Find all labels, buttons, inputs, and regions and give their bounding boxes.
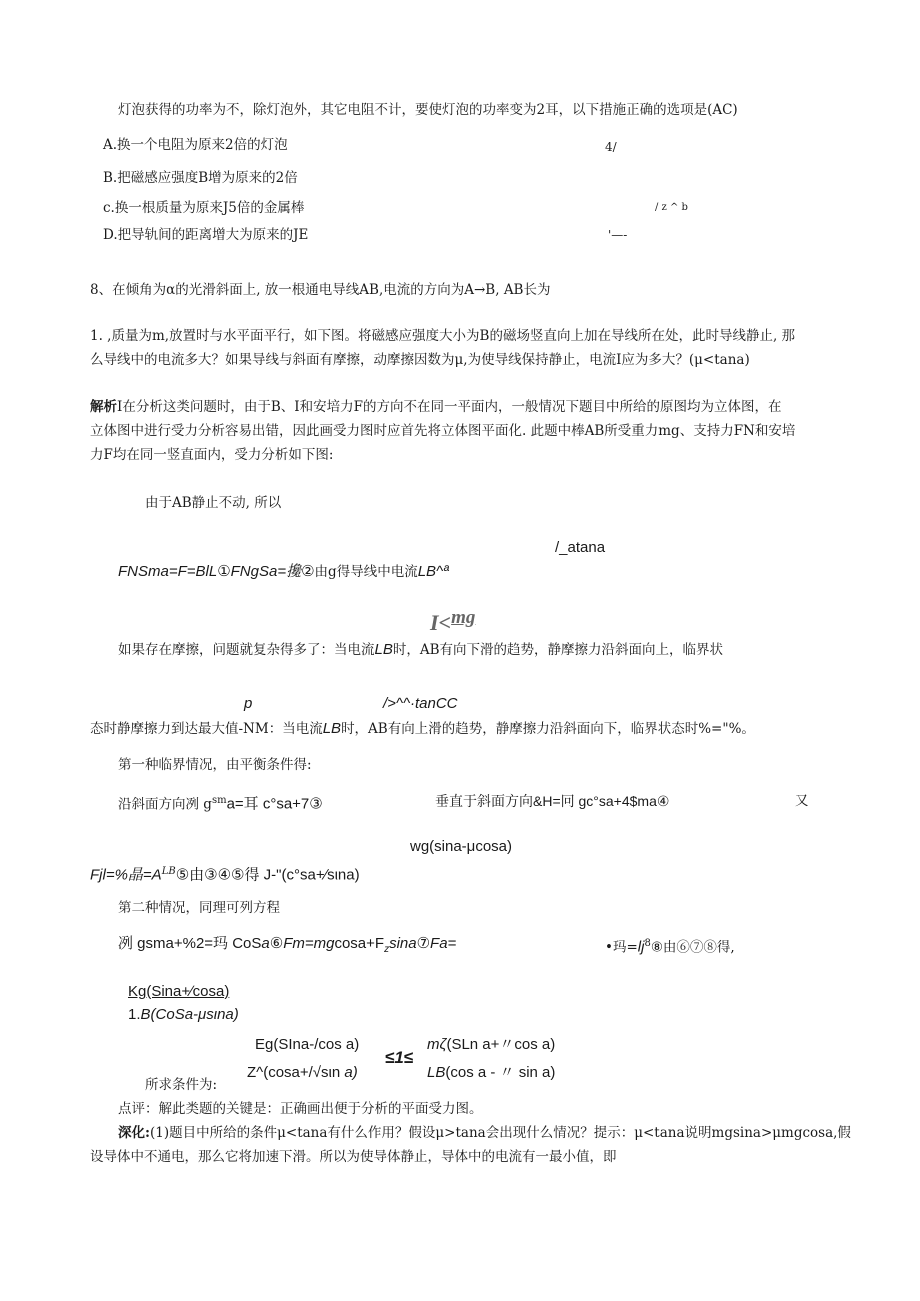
option-c: c.换一根质量为原来J5倍的金属棒 [103, 200, 305, 216]
fraction-left-denominator [247, 1064, 358, 1082]
formula: 冽 gsma+%2=玛 CoS [118, 935, 262, 952]
formula: mζ [427, 1036, 447, 1053]
friction-paragraph [90, 720, 755, 738]
formula: LB^ª [417, 563, 449, 580]
formula-fragment: /_atana [555, 539, 606, 556]
formula: cosa+F [334, 935, 385, 952]
inequality-symbol: ≤1≤ [385, 1048, 414, 1067]
equation-text: ⑧由⑥⑦⑧得, [650, 939, 735, 956]
formula-fragment: />^^·tanCC [383, 695, 458, 712]
inequality-image [430, 607, 476, 635]
analysis-text: I在分析这类问题时，由于B、I和安培力F的方向不在同一平面内，一般情况下题目中所给的原图均为立体图，在 [117, 399, 782, 415]
equation-line [118, 563, 449, 581]
analysis-label: 解析 [90, 399, 117, 415]
equation-line [605, 935, 735, 957]
analysis-line: 立体图中进行受力分析容易出错，因此画受力图时应首先将立体图平面化. 此题中棒AB所受重力mg、支持力FN和安培 [90, 423, 796, 439]
equation-text: 沿斜面方向冽 g [118, 796, 212, 813]
fraction-left-numerator: Eg(SIna-/cos a) [255, 1036, 360, 1053]
formula: LB [322, 720, 342, 737]
question-8-line: 1. ,质量为m,放置时与水平面平行，如下图。将磁感应强度大小为B的磁场竖直向上加在导线所在处，此时导线静止, 那 [90, 328, 796, 344]
formula-numerator: Kg(Sina+∕cosa) [128, 983, 230, 1000]
friction-text: 时，AB有向下滑的趋势，静摩擦力沿斜面向上，临界状 [392, 642, 724, 658]
superscript: sm [211, 795, 227, 806]
formula: Z^(cosa+/√sιn [247, 1064, 345, 1081]
equation-line [118, 935, 456, 959]
formula: sina⑦Fa= [389, 935, 457, 952]
formula: (SLn a+〃cos a) [446, 1036, 556, 1053]
static-condition: 由于AB静止不动, 所以 [145, 495, 282, 511]
option-b: B.把磁感应强度B增为原来的2倍 [103, 170, 298, 186]
formula: Fjl=%晶=A [90, 866, 162, 884]
deepen-label: 深化: [118, 1125, 150, 1141]
equation-text: 由g得导线中电流 [314, 564, 418, 580]
comment-line: 点评：解此类题的关键是：正确画出便于分析的平面受力图。 [118, 1101, 483, 1117]
friction-text: 态时静摩擦力到达最大值-NM：当电流 [90, 721, 323, 737]
deepen-line: 设导体中不通电，那么它将加速下滑。所以为使导体静止，导体中的电流有一最小值，即 [90, 1149, 617, 1165]
equation-perpendicular: 垂直于斜面方向&H=冋 gc°sa+4$ma④ [435, 793, 670, 809]
formula: LB [427, 1064, 446, 1081]
formula: lj [637, 938, 645, 956]
option-a: A.换一个电阻为原来2倍的灯泡 [103, 137, 288, 153]
subscript: z [384, 944, 390, 955]
condition-label: 所求条件为: [145, 1077, 218, 1093]
analysis-paragraph [90, 398, 781, 416]
formula: a⑥Fm=mg [261, 935, 335, 952]
option-d: D.把导轨间的距离增大为原来的JE [103, 227, 309, 243]
deepen-text: (1)题目中所给的条件μ<tana有什么作用？假设μ>tana会出现什么情况？提示：μ<tana说明mgsina>μmgcosa,假 [149, 1125, 851, 1141]
fraction-right-numerator [427, 1036, 555, 1054]
equation-text: 又 [795, 793, 809, 809]
friction-paragraph [118, 641, 723, 659]
formula: B(CoSa-μsιna) [140, 1006, 239, 1023]
formula-denominator [128, 1006, 239, 1024]
formula: LB [374, 641, 393, 658]
formula: FNSma=F=BlL①FNgSa=攙② [118, 563, 315, 580]
margin-mark: 4/ [605, 140, 617, 154]
friction-text: 时，AB有向上滑的趋势，静摩擦力沿斜面向下，临界状态时%="%。 [341, 721, 755, 737]
formula: ⑤ [175, 866, 190, 884]
friction-text: 如果存在摩擦，问题就复杂得多了：当电流 [118, 642, 375, 658]
equation-text: •玛= [605, 939, 638, 956]
question-8-line: 么导线中的电流多大？如果导线与斜面有摩擦，动摩擦因数为μ,为使导线保持静止，电流I应为多大？(μ<tana) [90, 352, 750, 368]
inequality-symbol: I< [430, 610, 452, 635]
superscript: 8 [644, 938, 651, 949]
intro-line: 灯泡获得的功率为不，除灯泡外，其它电阻不计，要使灯泡的功率变为2耳，以下措施正确的选项是(AC) [118, 102, 738, 118]
formula-numerator: wg(sina-μcosa) [410, 838, 513, 855]
analysis-line: 力F均在同一竖直面内，受力分析如下图: [90, 447, 334, 463]
case-2-heading: 第二种情况，同理可列方程 [118, 900, 280, 916]
margin-mark: '—- [608, 228, 628, 242]
deepen-paragraph [118, 1124, 851, 1142]
superscript: LB [161, 866, 176, 877]
case-1-heading: 第一种临界情况，由平衡条件得: [118, 757, 312, 773]
equation-line [90, 863, 360, 885]
formula-fragment: p [244, 695, 253, 712]
equation-line [118, 792, 323, 814]
question-8-line: 8、在倾角为α的光滑斜面上, 放一根通电导线AB,电流的方向为A→B, AB长为 [90, 282, 551, 298]
margin-mark: / z ^ b [655, 202, 688, 213]
formula: a) [344, 1064, 358, 1081]
fraction-right-denominator [427, 1064, 555, 1082]
formula: (cos a - 〃 sin a) [445, 1064, 556, 1081]
formula: 1. [128, 1006, 141, 1023]
inequality-mg: mg [451, 607, 476, 628]
formula: a=耳 c°sa+7③ [226, 795, 323, 813]
equation-text: 由③④⑤得 J-"(c°sa+∕sιna) [189, 866, 360, 884]
